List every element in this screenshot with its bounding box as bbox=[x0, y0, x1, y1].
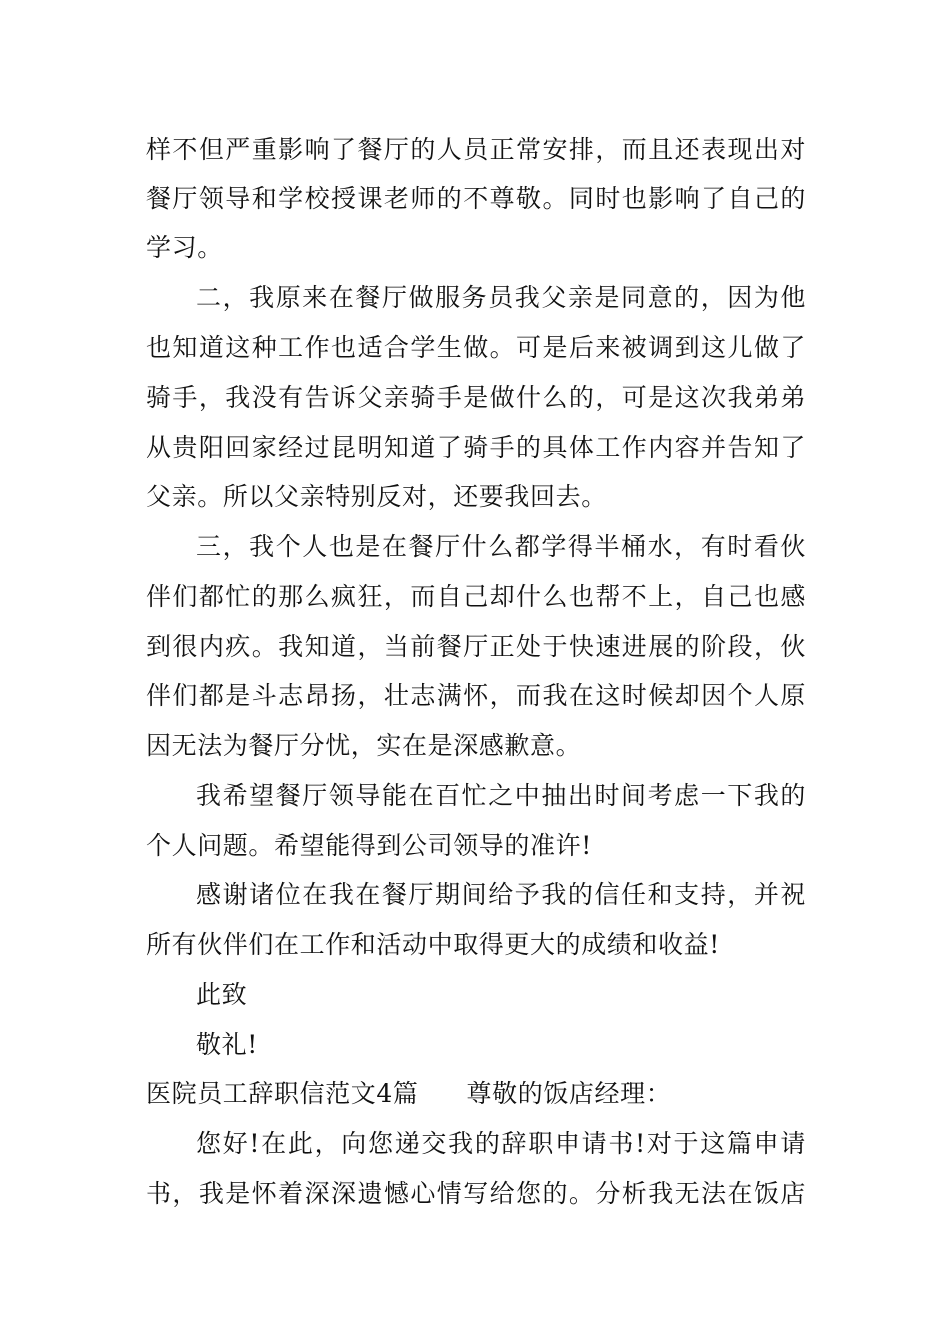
text-line: 书，我是怀着深深遗憾心情写给您的。分析我无法在饭店 bbox=[146, 1179, 806, 1208]
closing-line: 此致 bbox=[196, 980, 248, 1009]
text-line: 三，我个人也是在餐厅什么都学得半桶水，有时看伙 bbox=[196, 532, 806, 561]
text-line: 所有伙伴们在工作和活动中取得更大的成绩和收益! bbox=[146, 930, 720, 959]
text-line: 学习。 bbox=[146, 233, 223, 262]
text-line: 我希望餐厅领导能在百忙之中抽出时间考虑一下我的 bbox=[196, 781, 806, 810]
text-line: 您好!在此，向您递交我的辞职申请书!对于这篇申请 bbox=[196, 1129, 806, 1158]
text-line: 餐厅领导和学校授课老师的不尊敬。同时也影响了自己的 bbox=[146, 184, 806, 213]
article-title: 医院员工辞职信范文4篇 bbox=[146, 1079, 419, 1108]
text-line: 骑手，我没有告诉父亲骑手是做什么的，可是这次我弟弟 bbox=[146, 383, 806, 412]
text-line: 伴们都忙的那么疯狂，而自己却什么也帮不上，自己也感 bbox=[146, 582, 806, 611]
text-line: 个人问题。希望能得到公司领导的准许! bbox=[146, 831, 592, 860]
text-line: 感谢诸位在我在餐厅期间给予我的信任和支持，并祝 bbox=[196, 880, 806, 909]
text-line: 到很内疚。我知道，当前餐厅正处于快速进展的阶段，伙 bbox=[146, 632, 806, 661]
heading-line bbox=[146, 1074, 806, 1114]
text-line: 二，我原来在餐厅做服务员我父亲是同意的，因为他 bbox=[196, 283, 806, 312]
text-line: 从贵阳回家经过昆明知道了骑手的具体工作内容并告知了 bbox=[146, 433, 806, 462]
text-line: 父亲。所以父亲特别反对，还要我回去。 bbox=[146, 482, 607, 511]
closing-line: 敬礼! bbox=[196, 1030, 258, 1059]
salutation: 尊敬的饭店经理： bbox=[466, 1079, 672, 1108]
text-line: 伴们都是斗志昂扬，壮志满怀，而我在这时候却因个人原 bbox=[146, 681, 806, 710]
text-line: 也知道这种工作也适合学生做。可是后来被调到这儿做了 bbox=[146, 333, 806, 362]
text-line: 样不但严重影响了餐厅的人员正常安排，而且还表现出对 bbox=[146, 135, 806, 164]
text-line: 因无法为餐厅分忧，实在是深感歉意。 bbox=[146, 731, 582, 760]
